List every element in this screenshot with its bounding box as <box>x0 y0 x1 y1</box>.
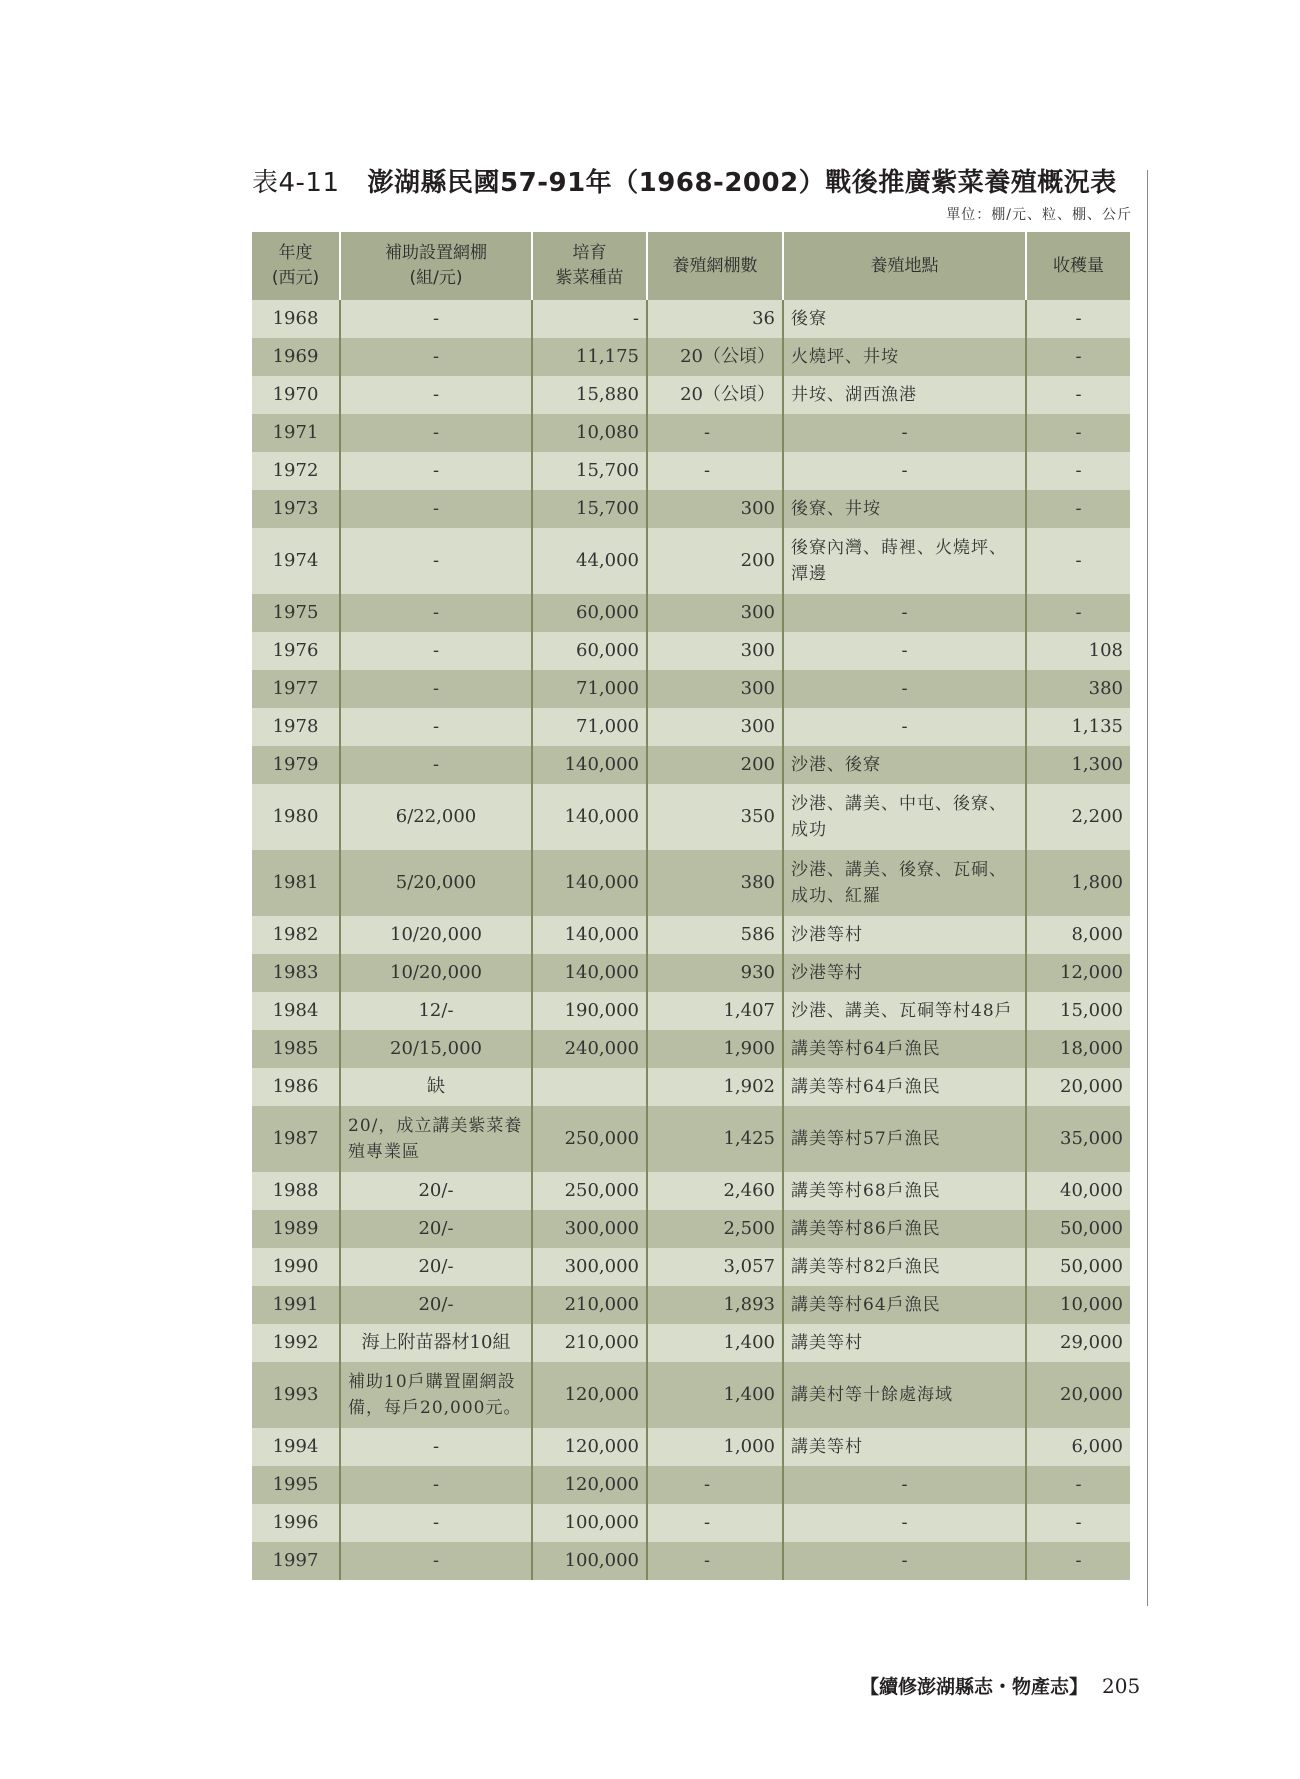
cell-net-count: 1,900 <box>647 1030 783 1068</box>
cell-location: 後寮 <box>783 300 1026 338</box>
table-row <box>252 954 1130 992</box>
cell-year: 1970 <box>252 376 340 414</box>
cell-seedlings: 15,880 <box>532 376 647 414</box>
cell-seedlings: 140,000 <box>532 916 647 954</box>
header-net-count: 養殖網棚數 <box>647 232 783 300</box>
cell-seedlings: 15,700 <box>532 490 647 528</box>
table-row <box>252 452 1130 490</box>
cell-subsidy: - <box>340 670 532 708</box>
table-row <box>252 1504 1130 1542</box>
cell-subsidy: 20/- <box>340 1172 532 1210</box>
cell-year: 1986 <box>252 1068 340 1106</box>
cell-location: - <box>783 670 1026 708</box>
cell-location: - <box>783 1466 1026 1504</box>
cell-seedlings: 100,000 <box>532 1542 647 1580</box>
cell-seedlings: 120,000 <box>532 1466 647 1504</box>
header-seedlings: 培育 紫菜種苗 <box>532 232 647 300</box>
cell-location: 沙港、講美、中屯、後寮、成功 <box>783 784 1026 850</box>
cell-location: - <box>783 1504 1026 1542</box>
book-title: 【續修澎湖縣志・物產志】 <box>860 1676 1089 1698</box>
unit-note: 單位：棚/元、粒、棚、公斤 <box>946 207 1132 223</box>
table-row <box>252 300 1130 338</box>
cell-harvest: - <box>1026 1466 1130 1504</box>
table-row <box>252 632 1130 670</box>
cell-harvest: 108 <box>1026 632 1130 670</box>
table-row <box>252 594 1130 632</box>
cell-location: 後寮、井垵 <box>783 490 1026 528</box>
cell-net-count: 586 <box>647 916 783 954</box>
cell-subsidy: - <box>340 594 532 632</box>
table-row <box>252 338 1130 376</box>
table-body <box>252 300 1130 1580</box>
cell-net-count: - <box>647 414 783 452</box>
cell-location: 沙港等村 <box>783 954 1026 992</box>
cell-net-count: 200 <box>647 528 783 594</box>
cell-net-count: 2,500 <box>647 1210 783 1248</box>
cell-location: 講美等村64戶漁民 <box>783 1286 1026 1324</box>
cell-subsidy: - <box>340 528 532 594</box>
table-row <box>252 490 1130 528</box>
cell-net-count: 300 <box>647 708 783 746</box>
cell-location: 講美等村64戶漁民 <box>783 1068 1026 1106</box>
cell-seedlings: 60,000 <box>532 594 647 632</box>
cell-harvest: - <box>1026 594 1130 632</box>
cell-harvest: 50,000 <box>1026 1210 1130 1248</box>
cell-seedlings: 250,000 <box>532 1106 647 1172</box>
cell-location: 講美等村86戶漁民 <box>783 1210 1026 1248</box>
cell-subsidy: 10/20,000 <box>340 954 532 992</box>
cell-seedlings: 44,000 <box>532 528 647 594</box>
cell-harvest: 1,135 <box>1026 708 1130 746</box>
cell-net-count: - <box>647 1466 783 1504</box>
table-row <box>252 1542 1130 1580</box>
cell-harvest: 1,300 <box>1026 746 1130 784</box>
cell-subsidy: - <box>340 708 532 746</box>
table-row <box>252 670 1130 708</box>
cell-subsidy: 20/- <box>340 1210 532 1248</box>
header-subsidy: 補助設置網棚 (組/元) <box>340 232 532 300</box>
cell-year: 1989 <box>252 1210 340 1248</box>
cell-net-count: 1,000 <box>647 1428 783 1466</box>
cell-seedlings: 210,000 <box>532 1286 647 1324</box>
cell-harvest: 29,000 <box>1026 1324 1130 1362</box>
cell-harvest: 380 <box>1026 670 1130 708</box>
header-harvest: 收穫量 <box>1026 232 1130 300</box>
cell-year: 1973 <box>252 490 340 528</box>
cell-year: 1988 <box>252 1172 340 1210</box>
cell-location: 沙港等村 <box>783 916 1026 954</box>
cell-harvest: 12,000 <box>1026 954 1130 992</box>
cell-harvest: - <box>1026 1504 1130 1542</box>
cell-year: 1971 <box>252 414 340 452</box>
cell-year: 1992 <box>252 1324 340 1362</box>
cell-seedlings: 210,000 <box>532 1324 647 1362</box>
cell-harvest: - <box>1026 414 1130 452</box>
cell-net-count: 380 <box>647 850 783 916</box>
cell-year: 1995 <box>252 1466 340 1504</box>
cell-net-count: - <box>647 452 783 490</box>
cell-net-count: 300 <box>647 670 783 708</box>
cell-seedlings: 140,000 <box>532 746 647 784</box>
cell-subsidy: - <box>340 376 532 414</box>
table-title-text: 澎湖縣民國57-91年（1968-2002）戰後推廣紫菜養殖概況表 <box>367 168 1117 198</box>
cell-subsidy: 12/- <box>340 992 532 1030</box>
cell-subsidy: - <box>340 300 532 338</box>
table-row <box>252 1286 1130 1324</box>
cell-location: - <box>783 632 1026 670</box>
cell-location: - <box>783 594 1026 632</box>
cell-year: 1997 <box>252 1542 340 1580</box>
table-row <box>252 1172 1130 1210</box>
cell-location: 井垵、湖西漁港 <box>783 376 1026 414</box>
table-row <box>252 708 1130 746</box>
table-row <box>252 1248 1130 1286</box>
cell-seedlings: 11,175 <box>532 338 647 376</box>
cell-year: 1974 <box>252 528 340 594</box>
cell-subsidy: - <box>340 746 532 784</box>
cell-harvest: 20,000 <box>1026 1068 1130 1106</box>
cell-subsidy: 海上附苗器材10組 <box>340 1324 532 1362</box>
cell-year: 1977 <box>252 670 340 708</box>
cell-year: 1975 <box>252 594 340 632</box>
cell-harvest: 6,000 <box>1026 1428 1130 1466</box>
cell-seedlings: 15,700 <box>532 452 647 490</box>
cell-year: 1976 <box>252 632 340 670</box>
cell-location: - <box>783 414 1026 452</box>
cell-harvest: 10,000 <box>1026 1286 1130 1324</box>
table-row <box>252 784 1130 850</box>
cell-net-count: 20（公頃） <box>647 376 783 414</box>
cell-year: 1993 <box>252 1362 340 1428</box>
cell-subsidy: - <box>340 414 532 452</box>
cell-subsidy: - <box>340 1466 532 1504</box>
cell-harvest: - <box>1026 528 1130 594</box>
cell-net-count: 1,407 <box>647 992 783 1030</box>
cell-harvest: - <box>1026 338 1130 376</box>
cell-seedlings: 10,080 <box>532 414 647 452</box>
cell-harvest: - <box>1026 1542 1130 1580</box>
cell-harvest: 18,000 <box>1026 1030 1130 1068</box>
table-title <box>252 166 1132 200</box>
cell-seedlings: 60,000 <box>532 632 647 670</box>
cell-subsidy: - <box>340 1428 532 1466</box>
cell-year: 1994 <box>252 1428 340 1466</box>
table-header <box>252 232 1130 300</box>
cell-location: 火燒坪、井垵 <box>783 338 1026 376</box>
cell-year: 1987 <box>252 1106 340 1172</box>
cell-year: 1983 <box>252 954 340 992</box>
cell-harvest: - <box>1026 376 1130 414</box>
table-number: 表4-11 <box>252 168 340 198</box>
cell-harvest: 20,000 <box>1026 1362 1130 1428</box>
cell-subsidy: 20/- <box>340 1248 532 1286</box>
cell-subsidy: 10/20,000 <box>340 916 532 954</box>
cell-year: 1981 <box>252 850 340 916</box>
table-row <box>252 1428 1130 1466</box>
cell-subsidy: 20/，成立講美紫菜養殖專業區 <box>340 1106 532 1172</box>
table-row <box>252 1030 1130 1068</box>
table-row <box>252 414 1130 452</box>
cell-net-count: 2,460 <box>647 1172 783 1210</box>
header-year: 年度 (西元) <box>252 232 340 300</box>
cell-location: 講美等村57戶漁民 <box>783 1106 1026 1172</box>
cell-seedlings: 140,000 <box>532 850 647 916</box>
table-row <box>252 746 1130 784</box>
cell-subsidy: 缺 <box>340 1068 532 1106</box>
cell-seedlings: 120,000 <box>532 1428 647 1466</box>
cell-net-count: 200 <box>647 746 783 784</box>
cell-seedlings: 300,000 <box>532 1248 647 1286</box>
cell-harvest: 1,800 <box>1026 850 1130 916</box>
cell-harvest: 15,000 <box>1026 992 1130 1030</box>
table-row <box>252 1362 1130 1428</box>
cell-seedlings: 140,000 <box>532 954 647 992</box>
cell-net-count: 36 <box>647 300 783 338</box>
cell-location: 講美等村 <box>783 1428 1026 1466</box>
cell-harvest: 8,000 <box>1026 916 1130 954</box>
cell-harvest: 50,000 <box>1026 1248 1130 1286</box>
cell-net-count: 300 <box>647 594 783 632</box>
cell-location: - <box>783 708 1026 746</box>
cell-subsidy: - <box>340 632 532 670</box>
cell-year: 1972 <box>252 452 340 490</box>
cell-harvest: - <box>1026 490 1130 528</box>
cell-year: 1984 <box>252 992 340 1030</box>
cell-location: 講美等村82戶漁民 <box>783 1248 1026 1286</box>
margin-rule <box>1147 170 1148 1606</box>
cell-net-count: - <box>647 1542 783 1580</box>
cell-net-count: 350 <box>647 784 783 850</box>
table-row <box>252 916 1130 954</box>
cell-year: 1980 <box>252 784 340 850</box>
cell-net-count: 300 <box>647 632 783 670</box>
cell-seedlings: 71,000 <box>532 708 647 746</box>
page-number: 205 <box>1102 1674 1141 1698</box>
seaweed-table <box>252 232 1130 1580</box>
cell-location: 沙港、講美、瓦硐等村48戶 <box>783 992 1026 1030</box>
cell-year: 1979 <box>252 746 340 784</box>
cell-seedlings: 190,000 <box>532 992 647 1030</box>
cell-year: 1990 <box>252 1248 340 1286</box>
cell-harvest: - <box>1026 300 1130 338</box>
table-row <box>252 1210 1130 1248</box>
cell-net-count: 300 <box>647 490 783 528</box>
cell-subsidy: 20/15,000 <box>340 1030 532 1068</box>
cell-harvest: 2,200 <box>1026 784 1130 850</box>
cell-seedlings: 100,000 <box>532 1504 647 1542</box>
cell-location: 後寮內灣、蒔裡、火燒坪、潭邊 <box>783 528 1026 594</box>
cell-harvest: 35,000 <box>1026 1106 1130 1172</box>
cell-subsidy: - <box>340 1542 532 1580</box>
cell-subsidy: - <box>340 1504 532 1542</box>
cell-subsidy: 20/- <box>340 1286 532 1324</box>
cell-location: 講美村等十餘處海域 <box>783 1362 1026 1428</box>
table-row <box>252 1106 1130 1172</box>
cell-seedlings: - <box>532 300 647 338</box>
cell-net-count: 1,425 <box>647 1106 783 1172</box>
cell-net-count: 1,400 <box>647 1324 783 1362</box>
table-row <box>252 1466 1130 1504</box>
cell-net-count: 930 <box>647 954 783 992</box>
cell-seedlings: 240,000 <box>532 1030 647 1068</box>
cell-net-count: 1,400 <box>647 1362 783 1428</box>
cell-net-count: 1,902 <box>647 1068 783 1106</box>
cell-year: 1982 <box>252 916 340 954</box>
cell-net-count: 3,057 <box>647 1248 783 1286</box>
table-row <box>252 528 1130 594</box>
cell-seedlings: 140,000 <box>532 784 647 850</box>
cell-harvest: 40,000 <box>1026 1172 1130 1210</box>
table-row <box>252 850 1130 916</box>
cell-subsidy: - <box>340 452 532 490</box>
cell-location: 沙港、後寮 <box>783 746 1026 784</box>
cell-year: 1996 <box>252 1504 340 1542</box>
cell-location: 講美等村 <box>783 1324 1026 1362</box>
cell-seedlings: 300,000 <box>532 1210 647 1248</box>
header-location: 養殖地點 <box>783 232 1026 300</box>
cell-net-count: 20（公頃） <box>647 338 783 376</box>
page-footer <box>860 1672 1140 1699</box>
cell-subsidy: - <box>340 490 532 528</box>
cell-location: 沙港、講美、後寮、瓦硐、成功、紅羅 <box>783 850 1026 916</box>
title-block <box>252 166 1132 224</box>
cell-seedlings: 71,000 <box>532 670 647 708</box>
table-row <box>252 1068 1130 1106</box>
cell-location: 講美等村64戶漁民 <box>783 1030 1026 1068</box>
cell-seedlings <box>532 1068 647 1106</box>
cell-subsidy: - <box>340 338 532 376</box>
table-row <box>252 1324 1130 1362</box>
cell-net-count: - <box>647 1504 783 1542</box>
cell-harvest: - <box>1026 452 1130 490</box>
cell-year: 1991 <box>252 1286 340 1324</box>
cell-seedlings: 250,000 <box>532 1172 647 1210</box>
cell-subsidy: 6/22,000 <box>340 784 532 850</box>
cell-seedlings: 120,000 <box>532 1362 647 1428</box>
cell-year: 1985 <box>252 1030 340 1068</box>
cell-location: - <box>783 1542 1026 1580</box>
table-row <box>252 992 1130 1030</box>
cell-subsidy: 5/20,000 <box>340 850 532 916</box>
table-row <box>252 376 1130 414</box>
cell-subsidy: 補助10戶購置圍網設備，每戶20,000元。 <box>340 1362 532 1428</box>
cell-net-count: 1,893 <box>647 1286 783 1324</box>
cell-year: 1968 <box>252 300 340 338</box>
cell-year: 1978 <box>252 708 340 746</box>
cell-location: 講美等村68戶漁民 <box>783 1172 1026 1210</box>
cell-location: - <box>783 452 1026 490</box>
cell-year: 1969 <box>252 338 340 376</box>
